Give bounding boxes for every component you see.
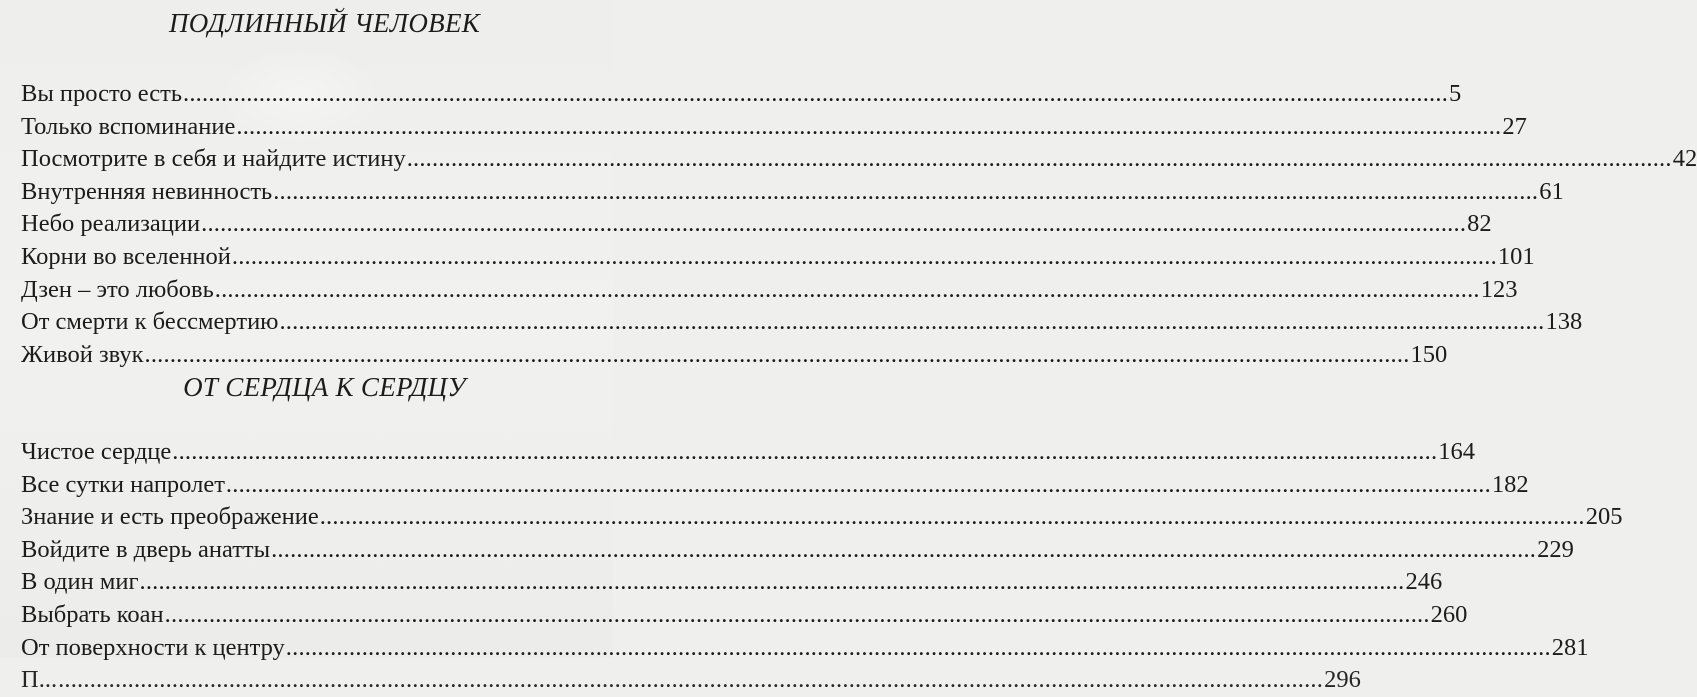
- toc-entry[interactable]: [21, 306, 1583, 339]
- page-number: 296: [1324, 666, 1361, 694]
- page-number: 150: [1410, 340, 1448, 368]
- page-number: 61: [1539, 177, 1564, 205]
- page-number: 42: [1672, 145, 1697, 173]
- dot-leader: [320, 501, 1585, 534]
- page-number: 5: [1449, 80, 1462, 107]
- dot-leader: [279, 306, 1544, 339]
- section-title: ОТ СЕРДЦА К СЕРДЦУ: [183, 372, 466, 402]
- page-number: 246: [1405, 568, 1443, 596]
- entry-title: Выбрать коан: [21, 600, 164, 628]
- toc-entry[interactable]: [21, 274, 1518, 307]
- entry-title: Корни во вселенной: [21, 242, 231, 270]
- toc-entry[interactable]: [21, 143, 1697, 176]
- dot-leader: [271, 534, 1536, 567]
- entry-title: Чистое сердце: [21, 438, 172, 465]
- entry-title: Небо реализации: [21, 210, 201, 238]
- toc-entry[interactable]: [21, 664, 1361, 697]
- dot-leader: [201, 208, 1466, 241]
- dot-leader: [58, 664, 1323, 697]
- toc-entry[interactable]: [21, 78, 1462, 111]
- toc-entry[interactable]: [21, 208, 1492, 241]
- dot-leader: [232, 241, 1497, 274]
- entry-title: От смерти к бессмертию: [21, 308, 279, 336]
- toc-entry[interactable]: [21, 469, 1529, 502]
- toc-entry[interactable]: [21, 501, 1623, 534]
- page-number: 260: [1430, 600, 1468, 628]
- entry-title: Все сутки напролет: [21, 470, 225, 498]
- page-number: 281: [1551, 633, 1589, 661]
- entry-title: В один миг: [21, 568, 139, 596]
- toc-entry[interactable]: [21, 566, 1443, 599]
- toc-entry[interactable]: [21, 176, 1564, 209]
- toc-list: [21, 78, 1697, 371]
- page-number: 229: [1537, 535, 1574, 563]
- toc-entry[interactable]: [21, 111, 1527, 144]
- entry-title: Живой звук: [21, 340, 144, 368]
- page-number: 27: [1502, 112, 1527, 140]
- entry-title: Войдите в дверь анатты: [21, 535, 271, 563]
- toc-entry[interactable]: [21, 436, 1476, 469]
- toc-entry[interactable]: [21, 534, 1574, 567]
- entry-title: Только вспоминание: [21, 112, 236, 140]
- entry-title: Вы просто есть: [21, 80, 183, 107]
- page-number: 138: [1545, 308, 1583, 336]
- dot-leader: [407, 143, 1672, 176]
- dot-leader: [273, 176, 1538, 209]
- entry-title: П...: [21, 666, 58, 694]
- dot-leader: [165, 599, 1430, 632]
- toc-entry[interactable]: [21, 339, 1448, 372]
- dot-leader: [145, 339, 1410, 372]
- page-number: 182: [1491, 470, 1529, 498]
- entry-title: Посмотрите в себя и найдите истину: [21, 145, 406, 173]
- entry-title: Знание и есть преображение: [21, 503, 319, 531]
- page-number: 82: [1467, 210, 1492, 238]
- page-number: 123: [1480, 275, 1518, 303]
- section-title: ПОДЛИННЫЙ ЧЕЛОВЕК: [169, 8, 480, 38]
- toc-entry[interactable]: [21, 599, 1468, 632]
- page-number: 101: [1497, 242, 1535, 270]
- entry-title: Дзен – это любовь: [21, 275, 214, 303]
- entry-title: От поверхности к центру: [21, 633, 285, 661]
- dot-leader: [226, 469, 1491, 502]
- dot-leader: [286, 632, 1551, 665]
- dot-leader: [236, 111, 1501, 144]
- page-number: 205: [1585, 503, 1623, 531]
- toc-list: [21, 436, 1623, 697]
- page-number: 164: [1438, 438, 1476, 465]
- toc-entry[interactable]: [21, 632, 1589, 665]
- dot-leader: [183, 78, 1448, 111]
- dot-leader: [140, 566, 1405, 599]
- dot-leader: [215, 274, 1480, 307]
- dot-leader: [172, 436, 1437, 469]
- toc-entry[interactable]: [21, 241, 1535, 274]
- entry-title: Внутренняя невинность: [21, 177, 273, 205]
